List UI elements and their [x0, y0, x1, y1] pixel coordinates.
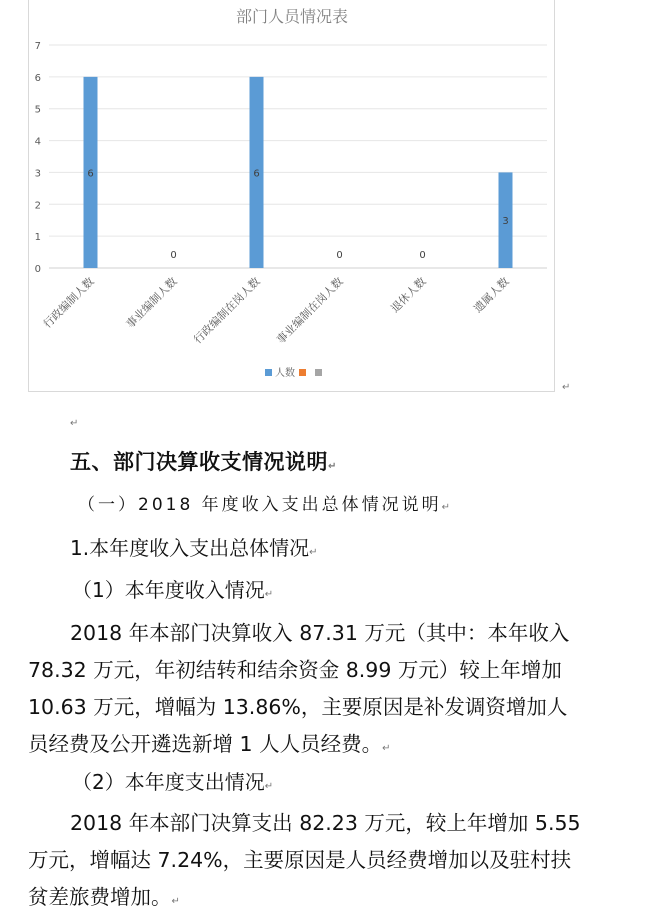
x-tick-label: 事业编制在岗人数	[274, 274, 346, 347]
y-tick-label: 5	[34, 104, 41, 116]
paragraph-mark: ↵	[171, 896, 180, 907]
income-line	[28, 727, 390, 757]
y-tick-label: 0	[34, 264, 41, 275]
paragraph-mark: ↵	[264, 781, 274, 792]
legend-swatch	[315, 369, 322, 376]
data-label: 6	[253, 168, 260, 180]
expense-line	[28, 880, 180, 910]
income-line: 2018 年本部门决算收入 87.31 万元（其中：本年收入	[70, 621, 570, 645]
legend-label: 人数	[275, 368, 295, 379]
income-line-text: 员经费及公开遴选新增 1 人人员经费。	[28, 732, 383, 756]
y-tick-label: 4	[34, 136, 41, 148]
x-tick-label: 行政编制在岗人数	[191, 274, 263, 347]
paragraph-mark: ↵	[70, 418, 79, 429]
x-tick-label: 行政编制人数	[40, 274, 97, 331]
data-label: 0	[170, 250, 177, 261]
section-heading-text: 五、部门决算收支情况说明	[70, 450, 328, 474]
y-tick-label: 2	[34, 200, 41, 212]
paragraph-mark: ↵	[309, 547, 318, 558]
item-heading	[70, 532, 317, 561]
y-tick-label: 7	[34, 41, 41, 52]
data-label: 6	[87, 168, 94, 180]
paragraph-mark: ↵	[264, 589, 274, 600]
data-label: 3	[502, 216, 509, 228]
paragraph-mark: ↵	[382, 743, 391, 754]
bar-chart	[29, 0, 556, 392]
legend-swatch	[265, 369, 272, 376]
subheading-text: （一）2018 年度收入支出总体情况说明	[78, 495, 442, 515]
paragraph-mark: ↵	[328, 461, 337, 472]
expense-line: 万元，增幅达 7.24%，主要原因是人员经费增加以及驻村扶	[28, 848, 572, 872]
x-tick-label: 退休人数	[388, 274, 429, 316]
data-label: 0	[419, 250, 426, 261]
item-heading-text: 1.本年度收入支出总体情况	[70, 536, 310, 560]
chart-title: 部门人员情况表	[235, 7, 349, 26]
subheading	[78, 490, 450, 515]
expense-title-text: （2）本年度支出情况	[72, 770, 265, 794]
expense-line-text: 贫差旅费增加。	[28, 885, 172, 909]
x-tick-label: 遗属人数	[471, 274, 512, 316]
y-tick-label: 3	[34, 168, 41, 180]
income-line: 10.63 万元，增幅为 13.86%，主要原因是补发调资增加人	[28, 695, 568, 719]
paragraph-mark: ↵	[441, 502, 451, 513]
chart-frame	[28, 0, 555, 392]
income-title-text: （1）本年度收入情况	[72, 578, 265, 602]
y-tick-label: 1	[34, 232, 41, 244]
section-heading	[70, 446, 337, 476]
income-line: 78.32 万元，年初结转和结余资金 8.99 万元）较上年增加	[28, 658, 562, 682]
expense-title	[72, 766, 273, 795]
data-label: 0	[336, 250, 343, 261]
y-tick-label: 6	[34, 72, 41, 84]
expense-line: 2018 年本部门决算支出 82.23 万元，较上年增加 5.55	[70, 811, 581, 835]
income-title	[72, 574, 273, 603]
x-tick-label: 事业编制人数	[123, 274, 180, 331]
legend-swatch	[299, 369, 306, 376]
paragraph-mark: ↵	[562, 382, 571, 393]
